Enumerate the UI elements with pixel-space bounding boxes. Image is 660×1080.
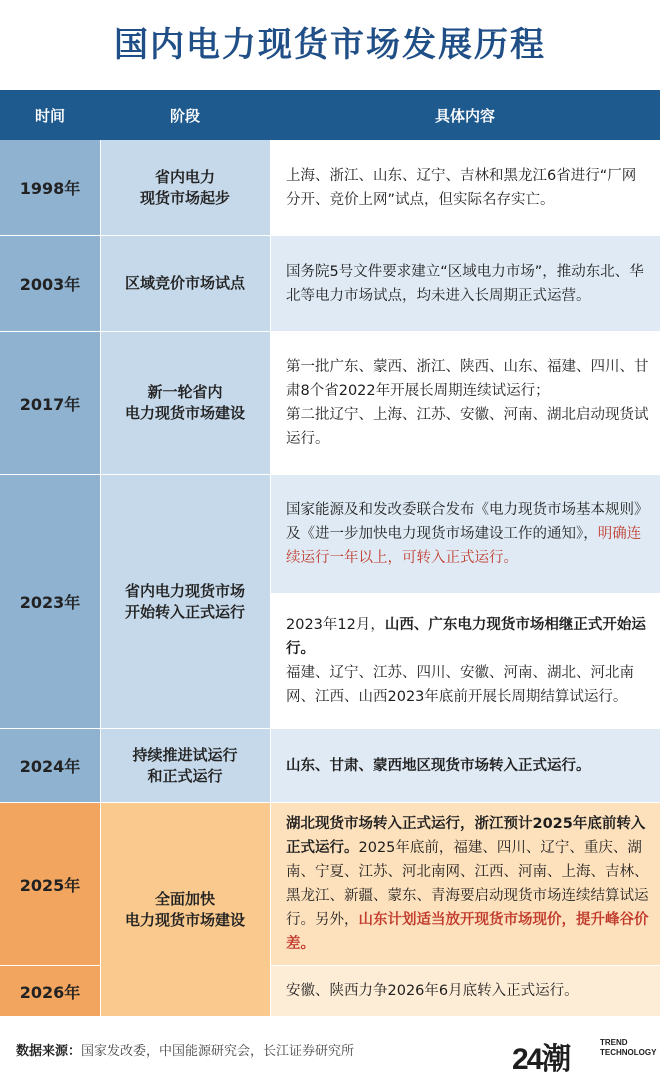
stage-2017 xyxy=(100,332,270,474)
column-divider xyxy=(270,140,271,1016)
stage-2017-line2: 电力现货市场建设 xyxy=(124,404,245,422)
content-2017-batch1: 第一批广东、蒙西、浙江、陕西、山东、福建、四川、甘肃8个省2022年开展长周期连续试运行； xyxy=(286,359,649,399)
content-2003 xyxy=(270,236,660,331)
logo-text xyxy=(600,1038,656,1058)
data-source-text: 国家发改委，中国能源研究会，长江证券研究所 xyxy=(81,1044,355,1059)
data-source xyxy=(16,1040,354,1059)
content-2023-block2-rest: 福建、辽宁、江苏、四川、安徽、河南、湖北、河北南网、江西、山西2023年底前开展长周期结算试运行。 xyxy=(286,665,634,705)
content-2017 xyxy=(270,332,660,474)
header-stage: 阶段 xyxy=(100,90,270,140)
content-2026-text: 安徽、陕西力争2026年6月底转入正式运行。 xyxy=(286,983,579,999)
logo-text-line1: TREND xyxy=(600,1038,628,1047)
content-2024-text: 山东、甘肃、蒙西地区现货市场转入正式运行。 xyxy=(286,757,591,774)
content-2003-text: 国务院5号文件要求建立“区域电力市场”，推动东北、华北等电力市场试点，均未进入长周期正式运营。 xyxy=(286,263,644,304)
year-1998: 1998年 xyxy=(0,140,100,235)
stage-1998-line2: 现货市场起步 xyxy=(139,188,230,207)
content-2024 xyxy=(270,729,660,802)
stage-2023-line2: 开始转入正式运行 xyxy=(124,602,245,621)
brand-logo xyxy=(512,1034,657,1076)
content-2023-block1-highlight: 明确连续运行一年以上，可转入正式运行。 xyxy=(286,526,642,566)
year-2003: 2003年 xyxy=(0,236,100,331)
page-title: 国内电力现货市场发展历程 xyxy=(114,25,546,65)
year-2026: 2026年 xyxy=(0,966,100,1016)
content-2025-bold: 湖北现货市场转入正式运行，浙江预计2025年底前转入正式运行。 xyxy=(286,816,646,856)
content-1998-text: 上海、浙江、山东、辽宁、吉林和黑龙江6省进行“厂网分开、竞价上网”试点，但实际名存实亡。 xyxy=(286,167,637,208)
year-2017: 2017年 xyxy=(0,332,100,474)
content-2023-block2-date: 2023年12月， xyxy=(286,617,385,633)
year-2024: 2024年 xyxy=(0,729,100,802)
stage-2017-line1: 新一轮省内 xyxy=(147,383,223,401)
stage-2024-line1: 持续推进试运行 xyxy=(132,745,238,764)
content-2017-batch2: 第二批辽宁、上海、江苏、安徽、河南、湖北启动现货试运行。 xyxy=(286,407,649,447)
stage-1998-line1: 省内电力 xyxy=(154,167,215,186)
stage-2024-line2: 和正式运行 xyxy=(147,766,223,785)
stage-2024 xyxy=(100,729,270,802)
stage-2025-line1: 全面加快 xyxy=(154,889,215,908)
content-2026 xyxy=(270,966,660,1016)
stage-2003-line1: 区域竞价市场试点 xyxy=(124,274,245,292)
content-2023-block1 xyxy=(270,475,660,593)
content-2023-block1-text: 国家能源及和发改委联合发布《电力现货市场基本规则》及《进一步加快电力现货市场建设工作的通知》， xyxy=(286,502,649,542)
content-2025-highlight: 山东计划适当放开现货市场现价，提升峰谷价差。 xyxy=(286,912,649,952)
content-1998 xyxy=(270,140,660,235)
stage-2025-line2: 电力现货市场建设 xyxy=(124,910,245,929)
data-source-label: 数据来源： xyxy=(16,1044,82,1059)
logo-mark: 24潮 xyxy=(512,1043,570,1076)
stage-2003 xyxy=(100,236,270,331)
year-2025: 2025年 xyxy=(0,803,100,965)
footer xyxy=(0,1020,660,1080)
content-2023-block2-bold: 山西、广东电力现货市场相继正式开始运行。 xyxy=(286,617,646,657)
content-2023-block2 xyxy=(270,594,660,728)
stage-2023 xyxy=(100,475,270,728)
logo-text-line2: TECHNOLOGY xyxy=(600,1048,657,1057)
content-2025-text: 2025年底前，福建、四川、辽宁、重庆、湖南、宁夏、江苏、河北南网、江西、河南、上海、吉林、黑龙江、新疆、蒙东、青海要启动现货市场连续结算试运行。另外， xyxy=(286,840,649,928)
header-time: 时间 xyxy=(0,90,100,140)
stage-1998 xyxy=(100,140,270,235)
content-2025 xyxy=(270,803,660,965)
stage-2023-line1: 省内电力现货市场 xyxy=(124,581,245,600)
header-content: 具体内容 xyxy=(270,90,660,140)
stage-2025 xyxy=(100,803,270,1016)
year-2023: 2023年 xyxy=(0,475,100,728)
column-divider xyxy=(100,140,101,1016)
